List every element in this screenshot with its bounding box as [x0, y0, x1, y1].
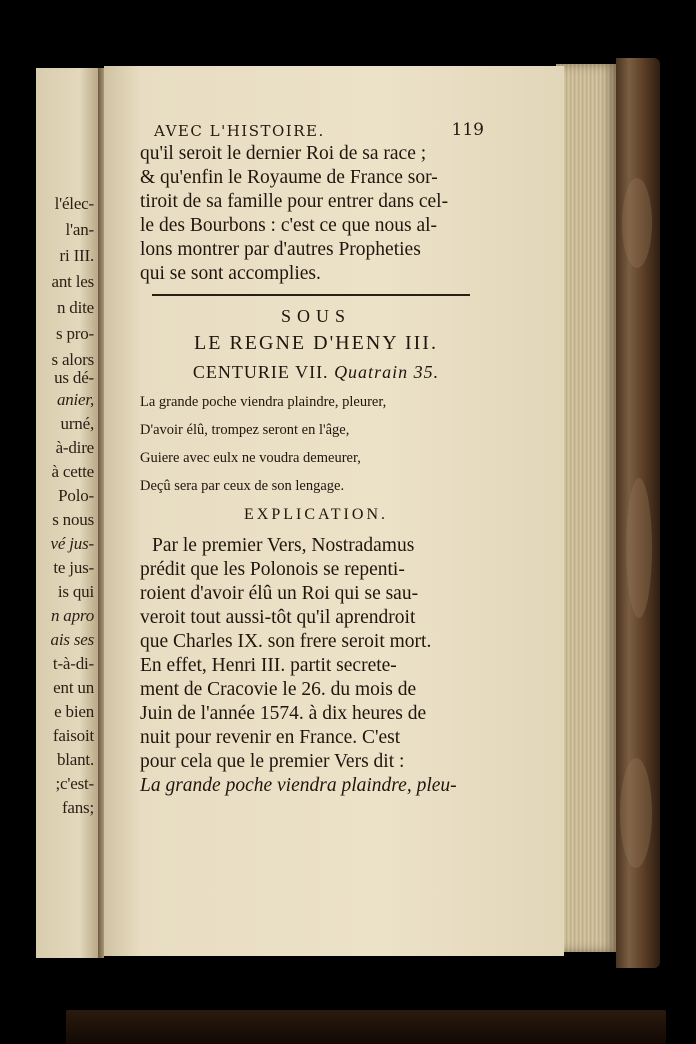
explication-heading: EXPLICATION.: [244, 506, 388, 523]
heading-regne: LE REGNE D'HENY III.: [194, 332, 438, 354]
book: [36, 58, 660, 988]
left-fragment: t-à-di-: [52, 654, 94, 673]
left-fragment: s pro-: [56, 324, 94, 343]
book-spine: [616, 58, 660, 968]
text-line: Par le premier Vers, Nostradamus: [152, 535, 415, 556]
left-fragment: vé jus-: [50, 534, 94, 553]
text-line: En effet, Henri III. partit secrete-: [140, 655, 397, 676]
text-line: tiroit de sa famille pour entrer dans cel-: [140, 191, 449, 212]
left-fragment: ant les: [51, 272, 94, 291]
text-line: roient d'avoir élû un Roi qui se sau-: [140, 583, 419, 604]
heading-centurie: [140, 362, 492, 383]
left-fragment: is qui: [57, 582, 94, 601]
left-fragment: s alors: [51, 350, 94, 369]
left-fragment: faisoit: [52, 726, 94, 745]
text-line: veroit tout aussi-tôt qu'il aprendroit: [140, 607, 416, 628]
left-fragment: te jus-: [53, 558, 94, 577]
right-page: [104, 66, 564, 956]
verse-line: Guiere avec eulx ne voudra demeurer,: [140, 450, 361, 466]
text-line: lons montrer par d'autres Propheties: [140, 239, 421, 260]
section-rule: [152, 294, 470, 296]
left-page: [36, 68, 98, 958]
left-fragment: us dé-: [54, 368, 94, 387]
heading-sous: SOUS: [280, 306, 352, 326]
left-fragment: n dite: [56, 298, 94, 317]
centurie-label: CENTURIE VII.: [192, 362, 329, 382]
page-edges: [556, 64, 616, 952]
left-fragment: s nous: [52, 510, 94, 529]
left-fragment: à-dire: [55, 438, 94, 457]
left-fragment: ais ses: [50, 630, 94, 649]
left-fragment: à cette: [51, 462, 94, 481]
left-fragment: l'an-: [65, 220, 94, 239]
text-line: nuit pour revenir en France. C'est: [140, 727, 401, 748]
text-line: Juin de l'année 1574. à dix heures de: [140, 703, 427, 724]
left-fragment: anier,: [56, 390, 94, 409]
left-fragment: e bien: [54, 702, 94, 721]
text-line: qui se sont accomplies.: [140, 263, 321, 284]
text-line: ment de Cracovie le 26. du mois de: [140, 679, 417, 700]
quatrain-label: Quatrain 35.: [334, 362, 440, 382]
left-fragment: ent un: [53, 678, 94, 697]
left-fragment: urné,: [60, 414, 94, 433]
text-line: qu'il seroit le dernier Roi de sa race ;: [140, 143, 427, 164]
text-line: que Charles IX. son frere seroit mort.: [140, 631, 432, 652]
text-line: pour cela que le premier Vers dit :: [140, 751, 405, 772]
text-line: & qu'enfin le Royaume de France sor-: [140, 167, 438, 188]
left-fragment: l'élec-: [54, 194, 94, 213]
text-line: prédit que les Polonois se repenti-: [140, 559, 405, 580]
verse-line: La grande poche viendra plaindre, pleurer,: [140, 394, 387, 410]
book-cover-bottom: [66, 1010, 666, 1044]
left-fragment: fans;: [61, 798, 94, 817]
left-fragment: n apro: [50, 606, 94, 625]
page-text: [140, 144, 492, 904]
page-number: 119: [451, 120, 484, 140]
verse-line: D'avoir élû, trompez seront en l'âge,: [140, 422, 350, 438]
left-fragment: blant.: [56, 750, 94, 769]
verse-line: Deçû sera par ceux de son lengage.: [140, 478, 345, 494]
left-fragment: ri III.: [59, 246, 94, 265]
running-head-title: AVEC L'HISTOIRE.: [154, 122, 325, 140]
text-line: La grande poche viendra plaindre, pleu-: [140, 775, 457, 796]
left-fragment: Polo-: [58, 486, 94, 505]
text-line: le des Bourbons : c'est ce que nous al-: [140, 215, 438, 236]
left-fragment: ;c'est-: [55, 774, 94, 793]
